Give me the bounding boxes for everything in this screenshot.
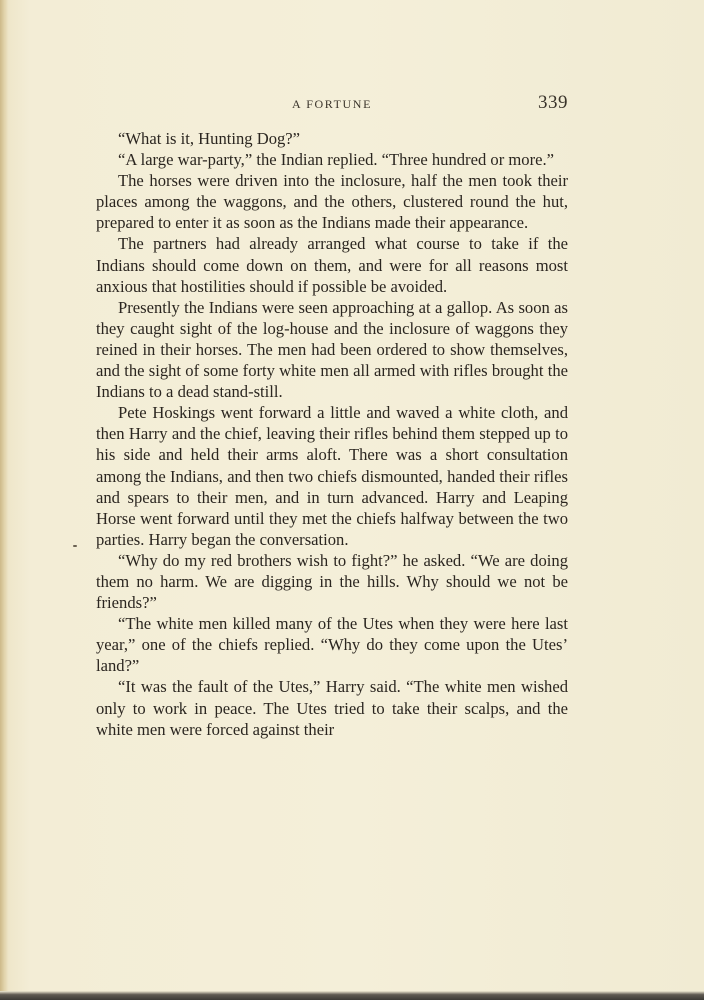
spine-shadow — [0, 0, 8, 1000]
page-bottom-edge — [0, 991, 704, 1000]
page-number: 339 — [538, 92, 568, 113]
paragraph: “A large war-party,” the Indian replied. “Three hundred or more.” — [118, 150, 554, 170]
running-head: A FORTUNE — [291, 97, 373, 111]
paragraph: Pete Hoskings went forward a little and waved a white cloth, and then Harry and the chief, leaving their rifles behind them stepped up to his side and held their arms aloft. There was a short consultation among the Indians, and then two chiefs dismounted, handed their rifles and spears to their men, and in turn advanced. Harry and Leaping Horse went forward until they met the chiefs halfway between the two parties. Harry began the conversation. — [96, 403, 568, 549]
page-header — [96, 92, 568, 116]
paragraph: “What is it, Hunting Dog?” — [118, 129, 301, 148]
paragraph: “It was the fault of the Utes,” Harry said. “The white men wished only to work in peace. The Utes tried to take their scalps, and the white men were forced against their — [96, 677, 568, 739]
paragraph: “The white men killed many of the Utes when they were here last year,” one of the chiefs replied. “Why do they come upon the Utes’ land?” — [96, 614, 568, 676]
body-text — [96, 128, 568, 740]
paragraph: The horses were driven into the inclosure, half the men took their places among the waggons, and the others, clustered round the hut, prepared to enter it as soon as the Indians made their appearance. — [96, 171, 568, 233]
paragraph: The partners had already arranged what course to take if the Indians should come down on them, and were for all reasons most anxious that hostilities should if possible be avoided. — [96, 234, 568, 296]
margin-mark — [73, 545, 77, 547]
paragraph: “Why do my red brothers wish to fight?” he asked. “We are doing them no harm. We are digging in the hills. Why should we not be friends?” — [96, 550, 568, 613]
paragraph: Presently the Indians were seen approaching at a gallop. As soon as they caught sight of the log-house and the inclosure of waggons they reined in their horses. The men had been ordered to show themselves, and the sight of some forty white men all armed with rifles brought the Indians to a dead stand-still. — [96, 297, 568, 402]
